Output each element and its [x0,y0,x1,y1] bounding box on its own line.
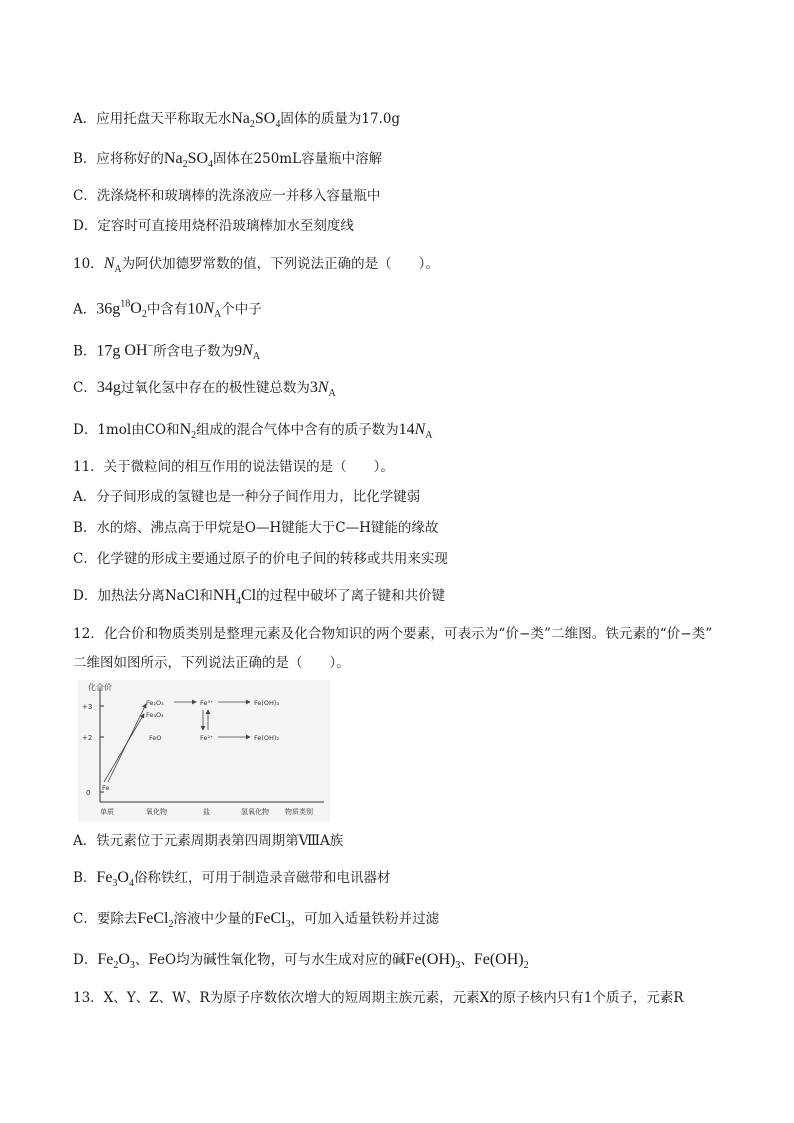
option-text: D．加热法分离NaCl和 [73,588,213,604]
option-text-end: 的过程中破坏了离子键和共价键 [256,588,446,604]
y-tick-label: 0 [86,789,91,797]
q11-option-b: B．水的熔、沸点高于甲烷是O—H键能大于C—H键能的缘故 [73,520,439,536]
q10-number: 10． [73,256,104,272]
formula-nh4cl: $NH_4Cl$ [212,587,257,608]
x-category-label: 单质 [100,808,114,816]
mass-value: 34g [96,379,121,396]
species-fe2plus: Fe²⁺ [200,734,214,742]
option-text-end: 个中子 [221,301,262,318]
q10-stem-text: 为阿伏加德罗常数的值，下列说法正确的是（ ）。 [121,256,439,272]
formula-feoh3: $Fe(OH)_3$ [405,951,461,972]
q9-option-a-text-end: 固体的质量为17.0g [280,111,401,127]
option-text: D．1mol由CO和 [73,422,180,438]
q9-option-b [73,150,382,174]
species-feo: FeO [149,734,162,742]
species-feoh3: Fe(OH)₃ [254,699,280,707]
q9-option-a [73,110,400,134]
option-text: 中含有 [146,301,188,318]
count-value: 3 [309,379,318,396]
species-fe: Fe [102,784,110,792]
formula-fecl2: FeCl$_2$ [137,910,174,931]
q11-option-c: C．化学键的形成主要通过原子的价电子间的转移或共用来实现 [73,551,448,567]
option-letter: A． [73,301,97,318]
q9-option-d: D．定容时可直接用烧杯沿玻璃棒加水至刻度线 [73,218,354,234]
option-text: C．要除去 [73,911,138,927]
x-category-label: 氧化物 [146,808,167,816]
q12-option-c [73,910,439,934]
formula-hydroxide: OH− [124,341,154,360]
formula-n2: $N_2$ [179,421,197,442]
option-letter: B． [73,870,97,886]
species-fe2o3: Fe₂O₃ [146,699,164,707]
q12-option-d [73,951,529,975]
q12-option-b [73,869,390,893]
mass-value: 17g [96,342,121,360]
option-letter: C． [73,380,97,396]
y-axis-label: 化合价 [88,683,112,692]
q12-stem-line2: 二维图如图所示，下列说法正确的是（ ）。 [73,655,350,671]
x-axis-label: 物质类别 [285,808,313,816]
option-letter: D． [73,952,98,968]
species-fe3plus: Fe³⁺ [200,699,214,707]
formula-na2so4: $Na_2SO_4$ [231,110,281,131]
q9-option-b-text: B．应将称好的 [73,151,164,167]
option-text: 、FeO均为碱性氧化物，可与水生成对应的碱 [134,952,406,968]
symbol-na: $N_A$ [242,342,261,363]
formula-fecl3: FeCl$_3$ [254,910,291,931]
option-text-mid: 组成的混合气体中含有的质子数为 [196,422,399,438]
count-value: 14 [398,421,415,438]
x-category-label: 氢氧化物 [241,808,269,816]
option-letter: B． [73,343,97,360]
q12-stem-line1: 12．化合价和物质类别是整理元素及化合物知识的两个要素，可表示为“价−类”二维图。铁元素的“价−类” [73,626,713,642]
option-text: 所含电子数为 [153,343,235,360]
mass-value: 36g [96,300,121,318]
y-tick-label: +2 [82,734,93,742]
q10-option-a [73,296,262,325]
formula-feoh2: $Fe(OH)_2$ [473,951,529,972]
ion-symbol: OH [124,342,148,360]
q10-stem [73,255,439,279]
species-fe3o4: Fe₃O₄ [146,711,164,719]
formula-fe2o3: $Fe_2O_3$ [97,951,135,972]
formula-fe3o4: $Fe_3O_4$ [96,869,134,890]
y-tick-label: +3 [82,703,93,711]
q9-option-a-text: A．应用托盘天平称取无水 [73,111,232,127]
symbol-na: $N_A$ [317,379,336,400]
formula-na2so4: $Na_2SO_4$ [163,150,214,171]
q10-option-c [73,379,336,403]
formula-18o2: $^{18}O_2$ [120,299,147,321]
q11-option-d [73,587,445,611]
symbol-na: $N_A$ [103,255,122,276]
option-text-mid: 溶液中少量的 [173,911,255,927]
option-text: 俗称铁红，可用于制造录音磁带和电讯器材 [133,870,391,886]
q13-stem: 13．X、Y、Z、W、R为原子序数依次增大的短周期主族元素，元素X的原子核内只有1个质子，元素R [73,990,684,1006]
q10-option-d [73,421,433,445]
q11-stem: 11．关于微粒间的相互作用的说法错误的是（ ）。 [73,459,394,475]
q9-option-c: C．洗涤烧杯和玻璃棒的洗涤液应一并移入容量瓶中 [73,188,381,204]
x-category-label: 盐 [203,808,210,816]
count-value: 10 [187,300,204,318]
species-feoh2: Fe(OH)₂ [254,734,280,742]
q12-option-a: A．铁元素位于元素周期表第四周期第ⅧA族 [73,833,344,849]
iron-valence-class-diagram [78,680,330,822]
option-text: 过氧化氢中存在的极性键总数为 [120,380,310,396]
q9-option-b-text-end: 固体在250mL容量瓶中溶解 [213,151,383,167]
q11-option-a: A．分子间形成的氢键也是一种分子间作用力，比化学键弱 [73,489,421,505]
separator: 、 [460,952,474,968]
q10-option-b [73,338,260,367]
symbol-na: $N_A$ [203,300,222,321]
option-text-end: ，可加入适量铁粉并过滤 [290,911,440,927]
symbol-na: $N_A$ [414,421,433,442]
count-value: 9 [234,342,243,360]
